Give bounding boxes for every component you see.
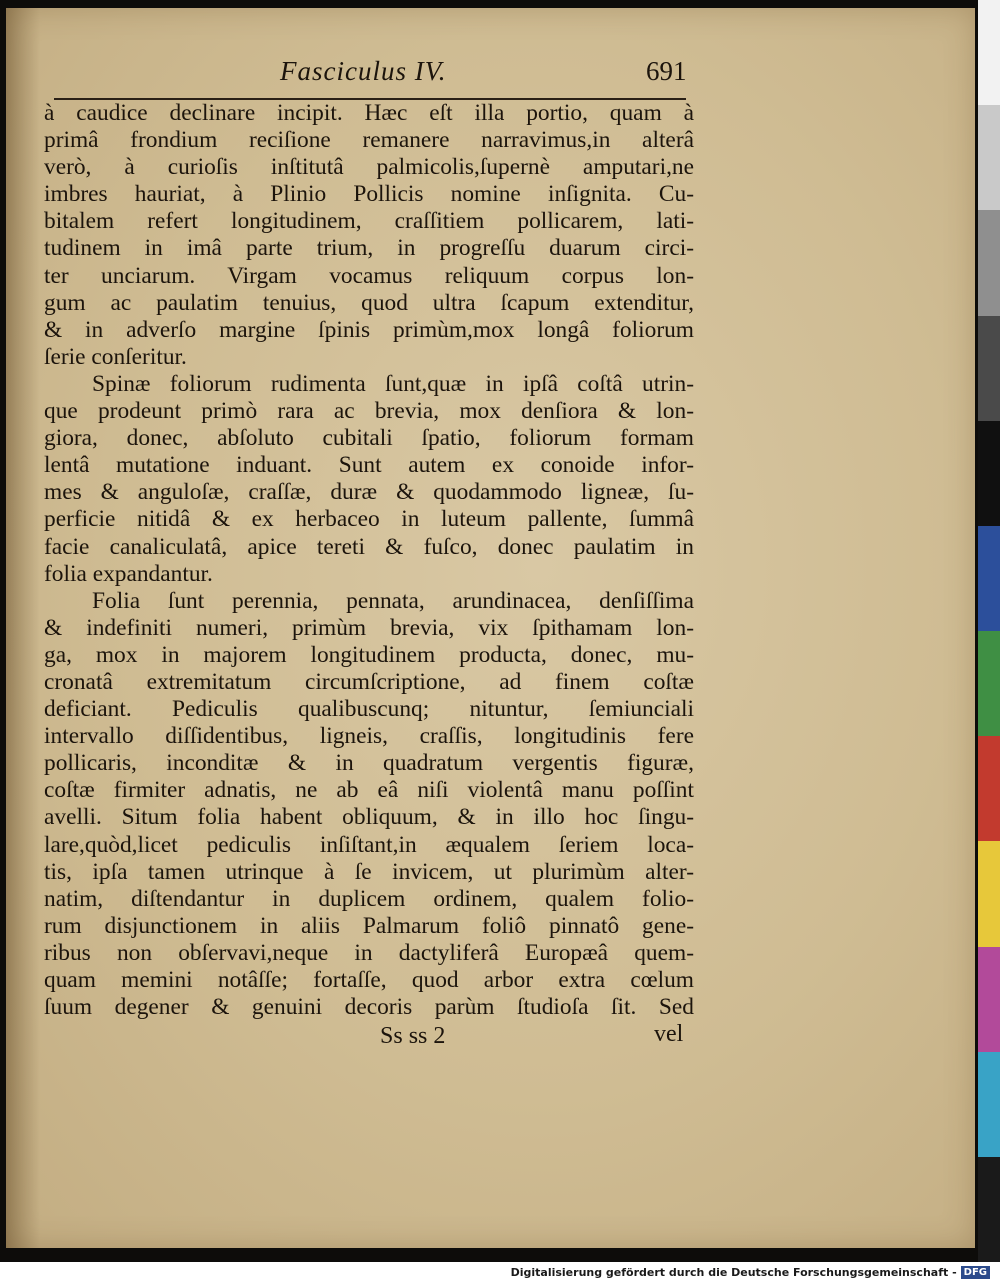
text-line: intervallo diſſidentibus, ligneis, craſſis, longitudinis fere <box>44 723 694 750</box>
text-line: avelli. Situm folia habent obliquum, & in illo hoc ſingu- <box>44 804 694 831</box>
text-line: verò, à curioſis inſtitutâ palmicolis,ſupernè amputari,ne <box>44 154 694 181</box>
text-line: à caudice declinare incipit. Hæc eſt illa portio, quam à <box>44 100 694 126</box>
page-gutter-shadow <box>6 8 40 1248</box>
color-calibration-strip <box>978 0 1000 1262</box>
text-line: Folia ſunt perennia, pennata, arundinacea, denſiſſima <box>92 587 694 614</box>
text-line: tis, ipſa tamen utrinque à ſe invicem, ut plurimùm alter- <box>44 858 694 885</box>
text-line: cronatâ extremitatum circumſcriptione, ad finem coſtæ <box>44 668 694 695</box>
text-line: ter unciarum. Virgam vocamus reliquum corpus lon- <box>44 262 694 289</box>
text-line: facie canaliculatâ, apice tereti & fuſco, donec paulatim in <box>44 533 694 560</box>
text-line: ga, mox in majorem longitudinem producta, donec, mu- <box>44 641 694 668</box>
text-line: ribus non obſervavi,neque in dactyliferâ Europæâ quem- <box>44 939 694 966</box>
text-line: imbres hauriat, à Plinio Pollicis nomine inſignita. Cu- <box>44 181 694 208</box>
text-line: folia expandantur. <box>44 560 213 587</box>
text-line: ſerie conſeritur. <box>44 343 187 370</box>
text-line: & indefiniti numeri, primùm brevia, vix ſpithamam lon- <box>44 614 694 641</box>
text-line: giora, donec, abſoluto cubitali ſpatio, foliorum formam <box>44 425 694 452</box>
text-line: primâ frondium reciſione remanere narravimus,in alterâ <box>44 127 694 154</box>
digitization-credit <box>511 1266 990 1279</box>
text-line: quam memini notâſſe; fortaſſe, quod arbor extra cœlum <box>44 967 694 993</box>
text-line: bitalem refert longitudinem, craſſitiem pollicarem, lati- <box>44 208 694 235</box>
text-line: perficie nitidâ & ex herbaceo in luteum pallente, ſummâ <box>44 506 694 533</box>
running-head: Fasciculus IV. <box>280 56 447 86</box>
credit-text: Digitalisierung gefördert durch die Deutsche Forschungsgemeinschaft - <box>510 1266 957 1279</box>
text-line: rum disjunctionem in aliis Palmarum foliô pinnatô gene- <box>44 912 694 939</box>
text-line: natim, diſtendantur in duplicem ordinem, qualem folio- <box>44 885 694 912</box>
text-line: Spinæ foliorum rudimenta ſunt,quæ in ipſâ coſtâ utrin- <box>92 370 694 397</box>
text-line: coſtæ firmiter adnatis, ne ab eâ niſi violentâ manu poſſint <box>44 777 694 804</box>
text-line: lare,quòd,licet pediculis inſiſtant,in æqualem ſeriem loca- <box>44 831 694 858</box>
text-line: mes & anguloſæ, craſſæ, duræ & quodammodo ligneæ, ſu- <box>44 479 694 506</box>
text-line: que prodeunt primò rara ac brevia, mox denſiora & lon- <box>44 398 694 425</box>
body-text <box>44 100 694 1021</box>
page-number: 691 <box>646 56 687 86</box>
signature-mark: Ss ss 2 <box>380 1023 446 1049</box>
text-line: ſuum degener & genuini decoris parùm ſtudioſa ſit. Sed <box>44 994 694 1021</box>
text-line: deficiant. Pediculis qualibuscunq; nituntur, ſemiunciali <box>44 696 694 723</box>
text-line: gum ac paulatim tenuius, quod ultra ſcapum extenditur, <box>44 289 694 316</box>
dfg-logo: DFG <box>961 1266 990 1279</box>
text-line: lentâ mutatione induant. Sunt autem ex conoide infor- <box>44 452 694 479</box>
text-line: & in adverſo margine ſpinis primùm,mox longâ foliorum <box>44 316 694 343</box>
catchword: vel <box>654 1021 684 1047</box>
text-line: tudinem in imâ parte trium, in progreſſu duarum circi- <box>44 235 694 262</box>
text-line: pollicaris, inconditæ & in quadratum vergentis figuræ, <box>44 750 694 777</box>
